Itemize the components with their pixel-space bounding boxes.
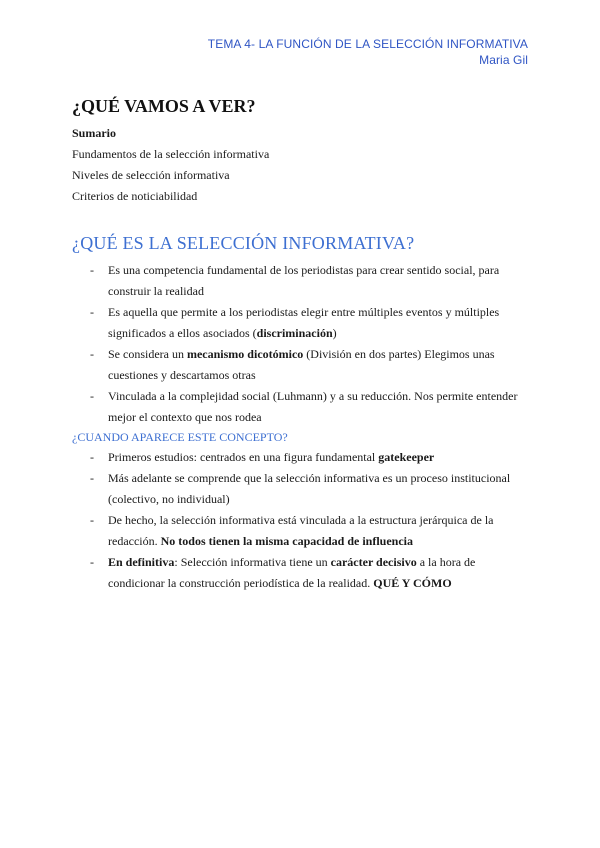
- subsection-title: ¿CUANDO APARECE ESTE CONCEPTO?: [72, 430, 288, 444]
- list-item: - En definitiva: Selección informativa tiene un carácter decisivo a la hora de condicionar la construcción periodística de la realidad. QUÉ Y CÓMO: [72, 552, 530, 594]
- summary-heading: Sumario: [72, 126, 117, 140]
- definition-list: [72, 260, 530, 428]
- bullet-dash: -: [90, 263, 94, 277]
- bullet-dash: -: [90, 305, 94, 319]
- summary-item: Criterios de noticiabilidad: [72, 189, 198, 203]
- header-topic: TEMA 4- LA FUNCIÓN DE LA SELECCIÓN INFORMATIVA: [207, 37, 528, 51]
- bullet-dash: -: [90, 513, 94, 527]
- bold-term: No todos tienen la misma capacidad de influencia: [160, 534, 413, 548]
- bold-term: QUÉ Y CÓMO: [373, 576, 452, 590]
- bullet-dash: -: [90, 555, 94, 569]
- bullet-dash: -: [90, 347, 94, 361]
- bullet-dash: -: [90, 389, 94, 403]
- bullet-dash: -: [90, 450, 94, 464]
- intro-title: ¿QUÉ VAMOS A VER?: [72, 96, 256, 116]
- list-item: - Se considera un mecanismo dicotómico (División en dos partes) Elegimos unas cuestiones y descartamos otras: [72, 344, 530, 386]
- page-header: [208, 36, 528, 68]
- list-item: - Es aquella que permite a los periodistas elegir entre múltiples eventos y múltiples significados a ellos asociados (discriminación): [72, 302, 530, 344]
- header-author: Maria Gil: [479, 53, 528, 67]
- list-item: - De hecho, la selección informativa está vinculada a la estructura jerárquica de la redacción. No todos tienen la misma capacidad de influencia: [72, 510, 530, 552]
- summary-item: Fundamentos de la selección informativa: [72, 147, 270, 161]
- summary-block: [72, 123, 530, 207]
- bullet-dash: -: [90, 471, 94, 485]
- bold-term: En definitiva: [108, 555, 175, 569]
- list-item: - Vinculada a la complejidad social (Luhmann) y a su reducción. Nos permite entender mejor el contexto que nos rodea: [72, 386, 530, 428]
- list-item: - Primeros estudios: centrados en una figura fundamental gatekeeper: [72, 447, 530, 468]
- origin-list: [72, 447, 530, 594]
- summary-item: Niveles de selección informativa: [72, 168, 230, 182]
- bold-term: carácter decisivo: [330, 555, 417, 569]
- list-item: - Más adelante se comprende que la selección informativa es un proceso institucional (colectivo, no individual): [72, 468, 530, 510]
- document-body: [72, 93, 530, 594]
- bold-term: gatekeeper: [378, 450, 435, 464]
- bold-term: discriminación: [256, 326, 333, 340]
- list-item: - Es una competencia fundamental de los periodistas para crear sentido social, para construir la realidad: [72, 260, 530, 302]
- bold-term: mecanismo dicotómico: [186, 347, 304, 361]
- section-title: ¿QUÉ ES LA SELECCIÓN INFORMATIVA?: [72, 233, 415, 253]
